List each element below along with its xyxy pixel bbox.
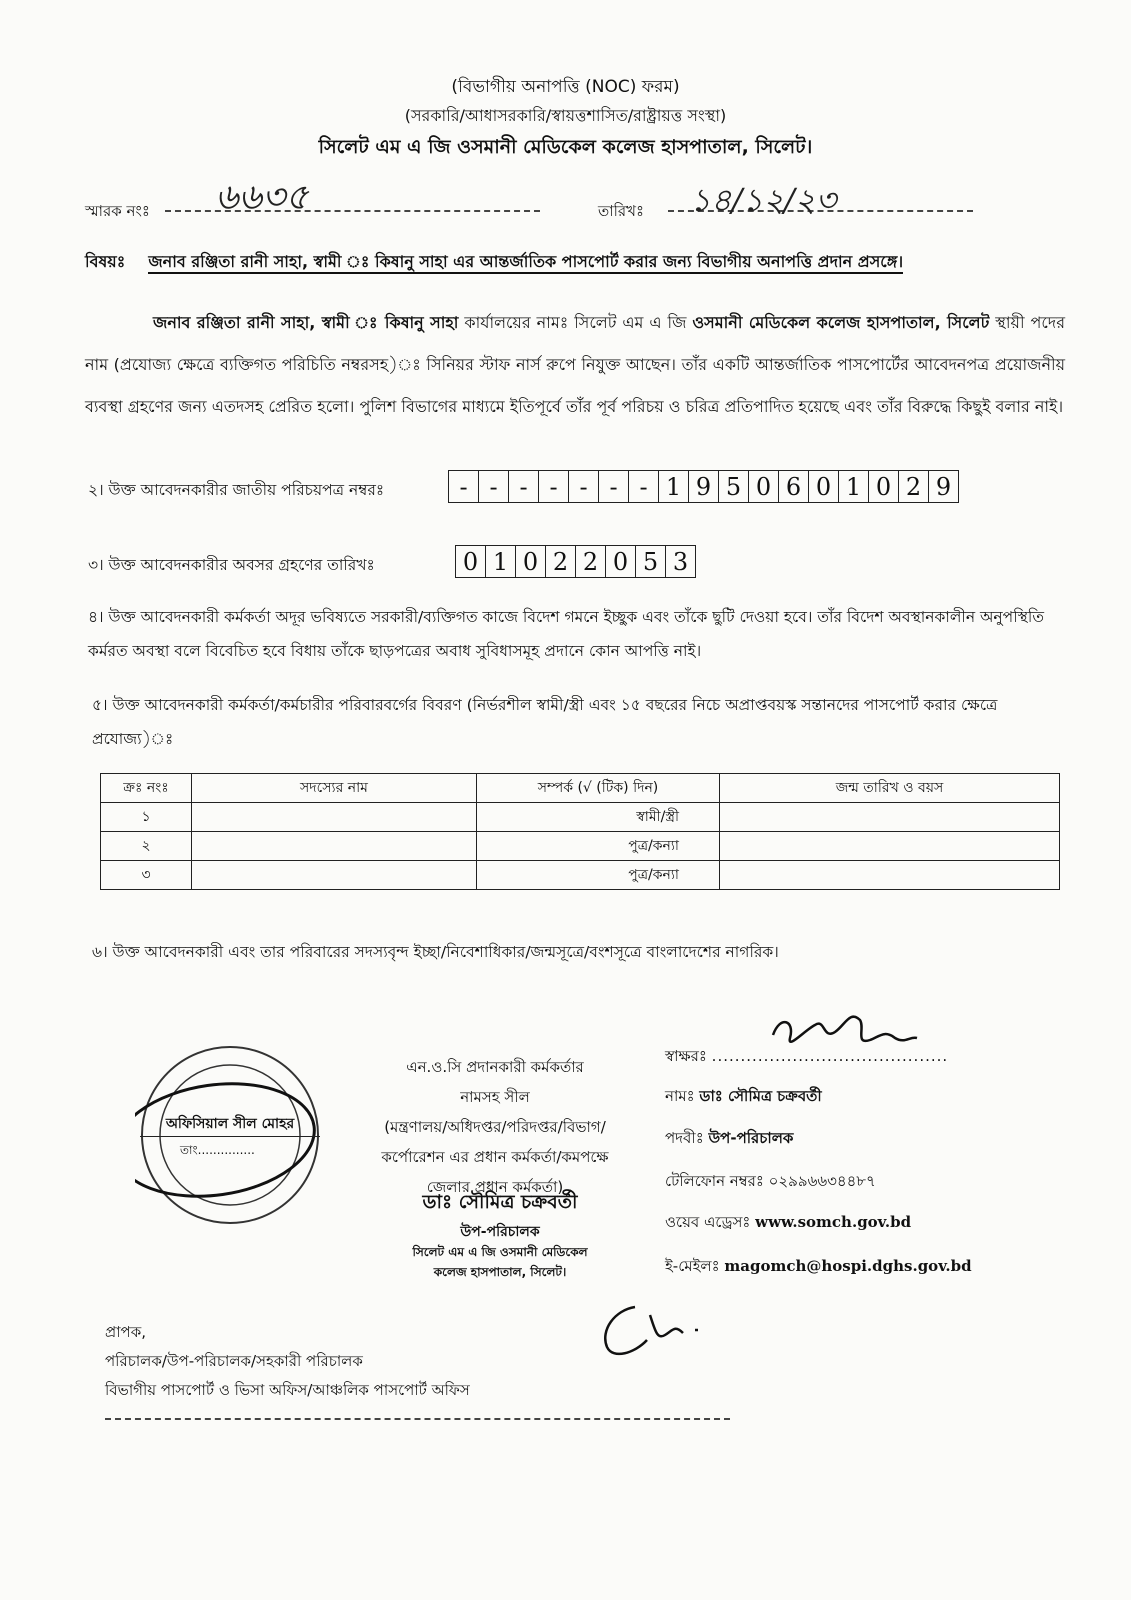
noc-line: কর্পোরেশন এর প্রধান কর্মকর্তা/কমপক্ষে — [381, 1148, 609, 1166]
row-dob — [720, 861, 1060, 890]
institution-name: সিলেট এম এ জি ওসমানী মেডিকেল কলেজ হাসপাতাল, সিলেট। — [318, 136, 813, 158]
table-row — [101, 832, 1060, 861]
item-5: ৫। উক্ত আবেদনকারী কর্মকর্তা/কর্মচারীর পরিবারবর্গের বিবরণ (নির্ভরশীল স্বামী/স্ত্রী এবং ১৫ বছরের নিচে অপ্রাপ্তবয়স্ক সন্তানদের পাসপোর্ট করার ক্ষেত্রে প্রযোজ্য)ঃ — [92, 696, 998, 748]
subject-label: বিষয়ঃ — [85, 252, 126, 271]
row-serial: ৩ — [101, 861, 192, 890]
retirement-digit-box: 2 — [546, 546, 576, 577]
signatory-email-row — [665, 1255, 972, 1280]
recipient-line — [105, 1418, 730, 1420]
col-serial: ক্রঃ নংঃ — [101, 774, 192, 803]
retirement-digit-box: 1 — [486, 546, 516, 577]
table-row — [101, 803, 1060, 832]
paragraph-rest: স্থায়ী পদের নাম (প্রযোজ্য ক্ষেত্রে ব্যক্তিগত পরিচিতি নম্বরসহ)ঃ সিনিয়র স্টাফ নার্স রুপে নিযুক্ত আছেন। তাঁর একটি আন্তর্জাতিক পাসপোর্টের আবেদনপত্র প্রয়োজনীয় ব্যবস্থা গ্রহণের জন্য এতদসহ প্রেরিত হলো। পুলিশ বিভাগের মাধ্যমে ইতিপূর্বে তাঁর পূর্ব পরিচয় ও চরিত্র প্রতিপাদিত হয়েছে এবং তাঁর বিরুদ্ধে কিছুই বলার নাই। — [85, 313, 1065, 416]
phone-label: টেলিফোন নম্বরঃ — [665, 1172, 764, 1190]
nid-digit-box: 2 — [899, 471, 929, 502]
retirement-digit-box: 2 — [576, 546, 606, 577]
recipient-label: প্রাপক, — [105, 1323, 146, 1341]
nid-digit-box: 9 — [935, 472, 952, 501]
row-name — [192, 803, 477, 832]
retirement-label: ৩। উক্ত আবেদনকারীর অবসর গ্রহণের তারিখঃ — [88, 556, 375, 574]
name-label: নামঃ — [665, 1087, 695, 1105]
noc-line: জেলার প্রধান কর্মকর্তা) — [426, 1178, 564, 1196]
row-relation: স্বামী/স্ত্রী — [477, 803, 720, 832]
item-4: ৪। উক্ত আবেদনকারী কর্মকর্তা অদূর ভবিষ্যতে সরকারী/ব্যক্তিগত কাজে বিদেশ গমনে ইচ্ছুক এবং তাঁকে ছুটি দেওয়া হবে। তাঁর বিদেশ অবস্থানকালীন অনুপস্থিতি কর্মরত অবস্থা বলে বিবেচিত হবে বিধায় তাঁকে ছাড়পত্রের অবাধ সুবিধাসমূহ প্রদানে কোন আপত্তি নাই। — [88, 608, 1044, 660]
row-relation: পুত্র/কন্যা — [477, 832, 720, 861]
recipient-block — [105, 1318, 470, 1405]
recipient-line1: পরিচালক/উপ-পরিচালক/সহকারী পরিচালক — [105, 1352, 363, 1370]
row-relation: পুত্র/কন্যা — [477, 861, 720, 890]
date-value: ১৪/১২/২৩ — [690, 181, 837, 219]
row-name — [192, 832, 477, 861]
retirement-digit-box: 5 — [636, 546, 666, 577]
memo-label: স্মারক নংঃ — [85, 202, 150, 220]
form-title: (বিভাগীয় অনাপত্তি (NOC) ফরম) — [451, 77, 680, 97]
col-name: সদস্যের নাম — [192, 774, 477, 803]
stamp-name: ডাঃ সৌমিত্র চক্রবর্তী — [422, 1191, 578, 1213]
row-dob — [720, 832, 1060, 861]
nid-digit-box: - — [629, 471, 659, 502]
signatory-web: www.somch.gov.bd — [755, 1213, 912, 1231]
retirement-digit-box: 0 — [456, 546, 486, 577]
family-table — [100, 773, 1060, 890]
nid-digit-box: - — [599, 471, 629, 502]
nid-digit-box: - — [479, 471, 509, 502]
row-name — [192, 861, 477, 890]
signatory-name: ডাঃ সৌমিত্র চক্রবর্তী — [699, 1087, 822, 1105]
signatory-web-row — [665, 1211, 911, 1236]
date-label: তারিখঃ — [598, 202, 644, 220]
nid-digit-box: - — [539, 471, 569, 502]
nid-number-boxes — [448, 470, 959, 503]
row-serial: ১ — [101, 803, 192, 832]
noc-line: (মন্ত্রণালয়/অধিদপ্তর/পরিদপ্তর/বিভাগ/ — [384, 1118, 606, 1136]
table-header-row — [101, 774, 1060, 803]
initial-signature — [595, 1295, 715, 1365]
nid-digit-box: 1 — [659, 471, 689, 502]
official-seal — [135, 1040, 325, 1230]
col-relation: সম্পর্ক (√ (টিক) দিন) — [477, 774, 720, 803]
sign-label: স্বাক্ষরঃ — [665, 1047, 707, 1065]
retirement-date-boxes — [455, 545, 696, 578]
subject — [85, 249, 1075, 276]
signatory-name-row — [665, 1085, 822, 1110]
email-label: ই-মেইলঃ — [665, 1257, 720, 1275]
signature-label: স্বাক্ষরঃ ......................................... — [665, 1047, 949, 1065]
body-paragraph — [85, 302, 1065, 428]
subject-text: জনাব রঞ্জিতা রানী সাহা, স্বামী ঃ কিষানু সাহা এর আন্তর্জাতিক পাসপোর্ট করার জন্য বিভাগীয় অনাপত্তি প্রদান প্রসঙ্গে। — [148, 252, 903, 274]
noc-line: এন.ও.সি প্রদানকারী কর্মকর্তার — [406, 1058, 584, 1076]
stamp-org-line2: কলেজ হাসপাতাল, সিলেট। — [433, 1265, 567, 1279]
recipient-line2: বিভাগীয় পাসপোর্ট ও ভিসা অফিস/আঞ্চলিক পাসপোর্ট অফিস — [105, 1381, 470, 1399]
stamp-org-line1: সিলেট এম এ জি ওসমানী মেডিকেল — [412, 1245, 588, 1259]
row-serial: ২ — [101, 832, 192, 861]
memo-number: ৬৬৩৫ — [215, 177, 309, 218]
nid-digit-box: - — [569, 471, 599, 502]
signatory-phone-row — [665, 1170, 876, 1195]
seal-text: অফিসিয়াল সীল মোহর — [140, 1112, 320, 1137]
retirement-digit-box: 0 — [606, 546, 636, 577]
signatory-phone: ০২৯৯৬৬৩৪৪৮৭ — [768, 1172, 876, 1190]
nid-digit-box: - — [449, 471, 479, 502]
nid-digit-box: - — [509, 471, 539, 502]
noc-officer-block — [360, 1052, 630, 1202]
nid-digit-box: 0 — [869, 471, 899, 502]
signatory-post: উপ-পরিচালক — [708, 1129, 794, 1147]
retirement-digit-box: 0 — [516, 546, 546, 577]
signature-mark — [765, 1000, 925, 1060]
officer-stamp — [380, 1188, 620, 1284]
signatory-email: magomch@hospi.dghs.gov.bd — [724, 1257, 972, 1275]
nid-digit-box: 0 — [749, 471, 779, 502]
seal-date: তাং............... — [180, 1143, 255, 1157]
office-name: ওসমানী মেডিকেল কলেজ হাসপাতাল, সিলেট — [692, 313, 990, 332]
stamp-title: উপ-পরিচালক — [460, 1224, 540, 1240]
nid-label: ২। উক্ত আবেদনকারীর জাতীয় পরিচয়পত্র নম্বরঃ — [88, 481, 385, 499]
noc-line: নামসহ সীল — [460, 1088, 530, 1106]
post-label: পদবীঃ — [665, 1129, 704, 1147]
org-type: (সরকারি/আধাসরকারি/স্বায়ত্তশাসিত/রাষ্ট্রায়ত্ত সংস্থা) — [404, 106, 727, 125]
nid-digit-box: 1 — [839, 471, 869, 502]
nid-digit-box: 9 — [689, 471, 719, 502]
office-label: কার্যালয়ের নামঃ সিলেট এম এ জি — [464, 313, 687, 332]
row-dob — [720, 803, 1060, 832]
table-row — [101, 861, 1060, 890]
nid-digit-box: 6 — [779, 471, 809, 502]
col-dob: জন্ম তারিখ ও বয়স — [720, 774, 1060, 803]
signatory-post-row — [665, 1127, 793, 1152]
nid-digit-box: 0 — [809, 471, 839, 502]
retirement-digit-box: 3 — [672, 547, 689, 576]
applicant-name: জনাব রঞ্জিতা রানী সাহা, স্বামী ঃ কিষানু সাহা — [153, 313, 459, 332]
web-label: ওয়েব এড্রেসঃ — [665, 1213, 751, 1231]
item-6: ৬। উক্ত আবেদনকারী এবং তার পরিবারের সদস্যবৃন্দ ইচ্ছা/নিবেশাধিকার/জন্মসূত্রে/বংশসূত্রে বাংলাদেশের নাগরিক। — [92, 943, 779, 961]
nid-digit-box: 5 — [719, 471, 749, 502]
